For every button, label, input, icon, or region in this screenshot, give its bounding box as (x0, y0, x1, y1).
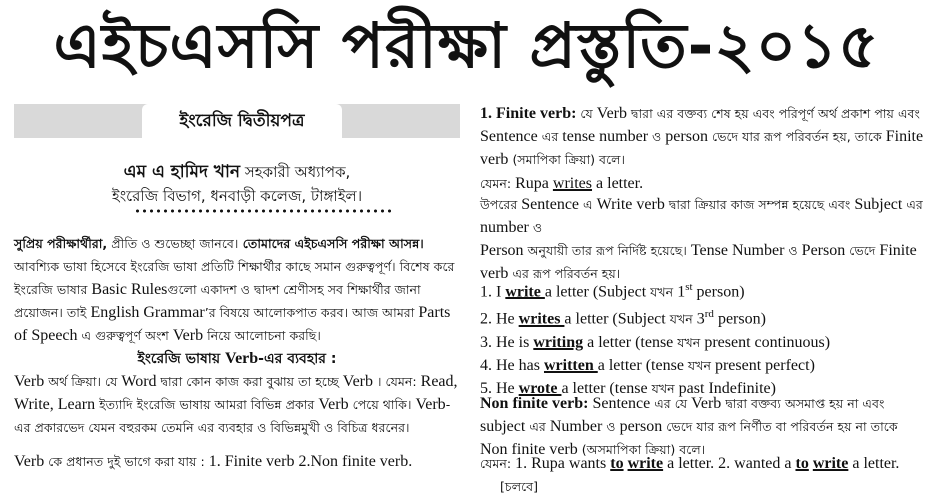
usage-t6: -এর প্রকারভেদ যেমন বহুরকম তেমনি এর ব্যবহার ও বিভিন্নমুখী ও বিচিত্র ধরনের। (14, 397, 451, 435)
list-pre: 4. He has (480, 356, 544, 374)
explain-subject: Subject (854, 196, 903, 213)
list-sup: rd (704, 308, 714, 321)
nonfinite-t2: দ্বারা বক্তব্য অসমাপ্ত হয় না এবং (721, 396, 885, 411)
usage-heading (14, 348, 460, 370)
list-mid: a letter (Subject (564, 310, 670, 328)
list-pre: 3. He is (480, 333, 534, 351)
list-item (480, 331, 928, 354)
usage-word: Word (121, 373, 157, 390)
example1-pre: Rupa (515, 175, 553, 192)
intro-paragraph (14, 232, 460, 347)
finite-definition (480, 102, 928, 171)
nonfinite-definition (480, 392, 928, 461)
explain-t4: এর (902, 197, 923, 212)
section-title: ইংরেজি দ্বিতীয়পত্র (142, 104, 342, 138)
finite-label: 1. Finite verb: (480, 105, 577, 122)
nonfinite-t1: এর যে (650, 396, 692, 411)
list-sup: st (685, 281, 693, 293)
example2-lead: যেমন: (480, 456, 516, 471)
nonfinite-verb: Verb (691, 395, 722, 412)
finite-t3: এর (537, 129, 563, 144)
left-column (14, 104, 460, 496)
intro-greeting: প্রীতি ও শুভেচ্ছা জানবে। (107, 236, 239, 251)
list-verb: writes (518, 310, 565, 328)
list-pre: 5. He (480, 379, 519, 397)
list-end: person) (713, 310, 766, 328)
intro-body2: গুলো একাদশ ও দ্বাদশ শ্রেণীসহ সব শিক্ষার্থীর জানা প্রয়োজন। তাই (14, 282, 421, 320)
usage-t2: দ্বারা কোন কাজ করা বুঝায় তা হচ্ছে (156, 374, 343, 389)
example2 (480, 452, 928, 498)
intro-body1: আবশ্যিক ভাষা হিসেবে ইংরেজি ভাষা প্রতিটি শিক্ষার্থীর কাছে সমান গুরুত্বপূর্ণ। বিশেষ করে ইংরেজি ভাষার (14, 259, 455, 297)
finite-sentence: Sentence (480, 128, 538, 145)
list-post: present perfect) (710, 356, 815, 374)
list-end: person) (692, 283, 745, 301)
intro-body4: এ গুরুত্বপূর্ণ অংশ (77, 328, 173, 343)
example2-c: a letter. (848, 455, 900, 472)
list-mid: a letter (tense (561, 379, 652, 397)
example2-b: a letter. 2. wanted a (663, 455, 796, 472)
author-affiliation: ইংরেজি বিভাগ, ধনবাড়ী কলেজ, টাঙ্গাইল। (111, 187, 363, 205)
explain-t7: ও (784, 243, 802, 258)
example-list (480, 276, 928, 400)
continued-note: [চলবে] (500, 479, 539, 494)
usage-verb2: Verb (342, 373, 374, 390)
division-paragraph (14, 450, 460, 473)
explain-t1: উপরের (480, 197, 522, 212)
usage-verb1: Verb (14, 373, 45, 390)
list-bn: যখন (677, 334, 701, 350)
nonfinite-label: Non finite verb: (480, 395, 589, 412)
list-bn: যখন (669, 311, 693, 327)
explain-t5: ও (528, 220, 543, 235)
intro-verb: Verb (172, 327, 204, 344)
usage-t1: অর্থ ক্রিয়া। যে (44, 374, 122, 389)
list-post: 1 (673, 283, 686, 301)
author-title: সহকারী অধ্যাপক, (244, 163, 351, 181)
list-verb: write (505, 283, 545, 301)
nonfinite-person: person (619, 418, 663, 435)
author-line (14, 160, 460, 184)
finite-t2: দ্বারা এর বক্তব্য শেষ হয় এবং পরিপূর্ণ অর্থ প্রকাশ পায় এবং (627, 106, 920, 121)
finite-t5: ভেদে যার রূপ পরিবর্তন হয়, তাকে (707, 129, 886, 144)
example2-write2: write (812, 455, 849, 472)
finite-verb: Verb (596, 105, 628, 122)
explain-fv: Finite verb (480, 242, 917, 282)
intro-basic-rules: Basic Rules (91, 281, 168, 298)
list-pre: 2. He (480, 310, 519, 328)
explain-t8: ভেদে (845, 243, 880, 258)
finite-t6: (সমাপিকা ক্রিয়া) বলে। (508, 152, 626, 167)
example1-underlined: writes (552, 175, 593, 192)
division-verb: Verb (14, 453, 45, 470)
list-verb: wrote (518, 379, 562, 397)
explain-tn: Tense Number (690, 242, 785, 259)
nonfinite-nfv: Non finite verb (480, 441, 578, 458)
nonfinite-number: Number (549, 418, 603, 435)
explain-write-verb: Write verb (596, 196, 665, 213)
explain-sentence: Sentence (521, 196, 580, 213)
list-pre: 1. I (480, 283, 506, 301)
explain-person: Person (480, 242, 524, 259)
example2-to2: to (795, 455, 809, 472)
usage-verb3: Verb (318, 396, 349, 413)
list-verb: written (543, 356, 598, 374)
explanation (480, 193, 928, 285)
list-item (480, 354, 928, 377)
example2-write1: write (627, 455, 664, 472)
list-post: present continuous) (700, 333, 831, 351)
intro-body5: নিয়ে আলোচনা করছি। (203, 328, 321, 343)
division-items: 1. Finite verb 2.Non finite verb. (208, 453, 413, 470)
list-item (480, 276, 928, 303)
intro-exam: তোমাদের এইচএসসি পরীক্ষা আসন্ন। (238, 236, 424, 251)
explain-t9: এর রূপ পরিবর্তন হয়। (508, 266, 621, 281)
usage-t4: ইত্যাদি ইংরেজি ভাষায় আমরা বিভিন্ন প্রকার (95, 397, 319, 412)
author-name: এম এ হামিদ খান (123, 162, 241, 182)
list-bn: যখন (687, 357, 711, 373)
usage-examples: Read, Write, Learn (14, 373, 458, 413)
example1-post: a letter. (592, 175, 644, 192)
list-mid: a letter (tense (597, 356, 688, 374)
intro-english-grammar: English Grammar (90, 304, 205, 321)
usage-heading-post: -এর ব্যবহার : (258, 351, 337, 367)
explain-person2: Person (801, 242, 846, 259)
nonfinite-t5: ভেদে যার রূপ নির্ণীত বা পরিবর্তন হয় না তাকে (662, 419, 898, 434)
explain-t3: দ্বারা ক্রিয়ার কাজ সম্পন্ন হয়েছে এবং (664, 197, 855, 212)
usage-paragraph (14, 370, 460, 439)
nonfinite-subject: subject (480, 418, 526, 435)
usage-verb4: Verb (415, 396, 446, 413)
list-verb: writing (533, 333, 584, 351)
nonfinite-t6: (অসমাপিকা ক্রিয়া) বলে। (577, 442, 706, 457)
nonfinite-t3: এর (525, 419, 550, 434)
example1 (480, 172, 928, 195)
finite-person: person (665, 128, 708, 145)
usage-heading-pre: ইংরেজি ভাষায় (137, 351, 225, 367)
example2-to1: to (610, 455, 624, 472)
right-column (480, 104, 928, 496)
division-t1: কে প্রধানত দুই ভাগে করা যায় : (44, 454, 209, 469)
list-post: 3 (692, 310, 705, 328)
list-mid: a letter (tense (583, 333, 678, 351)
dotted-divider (134, 208, 392, 214)
finite-tnp: tense number (562, 128, 649, 145)
list-post: past Indefinite) (674, 379, 776, 397)
nonfinite-sentence: Sentence (592, 395, 651, 412)
example1-lead: যেমন: (480, 176, 516, 191)
list-bn: যখন (650, 284, 674, 300)
finite-t4: ও (648, 129, 666, 144)
author-block (14, 160, 460, 208)
nonfinite-t4: ও (602, 419, 620, 434)
list-item (480, 303, 928, 330)
list-mid: a letter (Subject (544, 283, 651, 301)
list-bn: যখন (651, 380, 675, 396)
intro-parts-of-speech: Parts of Speech (14, 304, 451, 344)
explain-number: number (480, 219, 529, 236)
finite-t1: যে (576, 106, 597, 121)
usage-t3: । যেমন: (373, 374, 421, 389)
explain-t6: অনুযায়ী তার রূপ নির্দিষ্ট হয়েছে। (523, 243, 691, 258)
usage-heading-verb: Verb (224, 350, 259, 367)
page-headline: এইচএসসি পরীক্ষা প্রস্তুতি-২০১৫ (53, 9, 880, 82)
finite-fv: Finite verb (480, 128, 924, 168)
section-banner (14, 104, 460, 138)
example2-a: 1. Rupa wants (515, 455, 611, 472)
usage-t5: পেয়ে থাকি। (348, 397, 416, 412)
explain-t2: এ (579, 197, 597, 212)
intro-body3: ’র বিষয়ে আলোকপাত করব। আজ আমরা (204, 305, 419, 320)
intro-lead: সুপ্রিয় পরীক্ষার্থীরা, (14, 236, 108, 251)
